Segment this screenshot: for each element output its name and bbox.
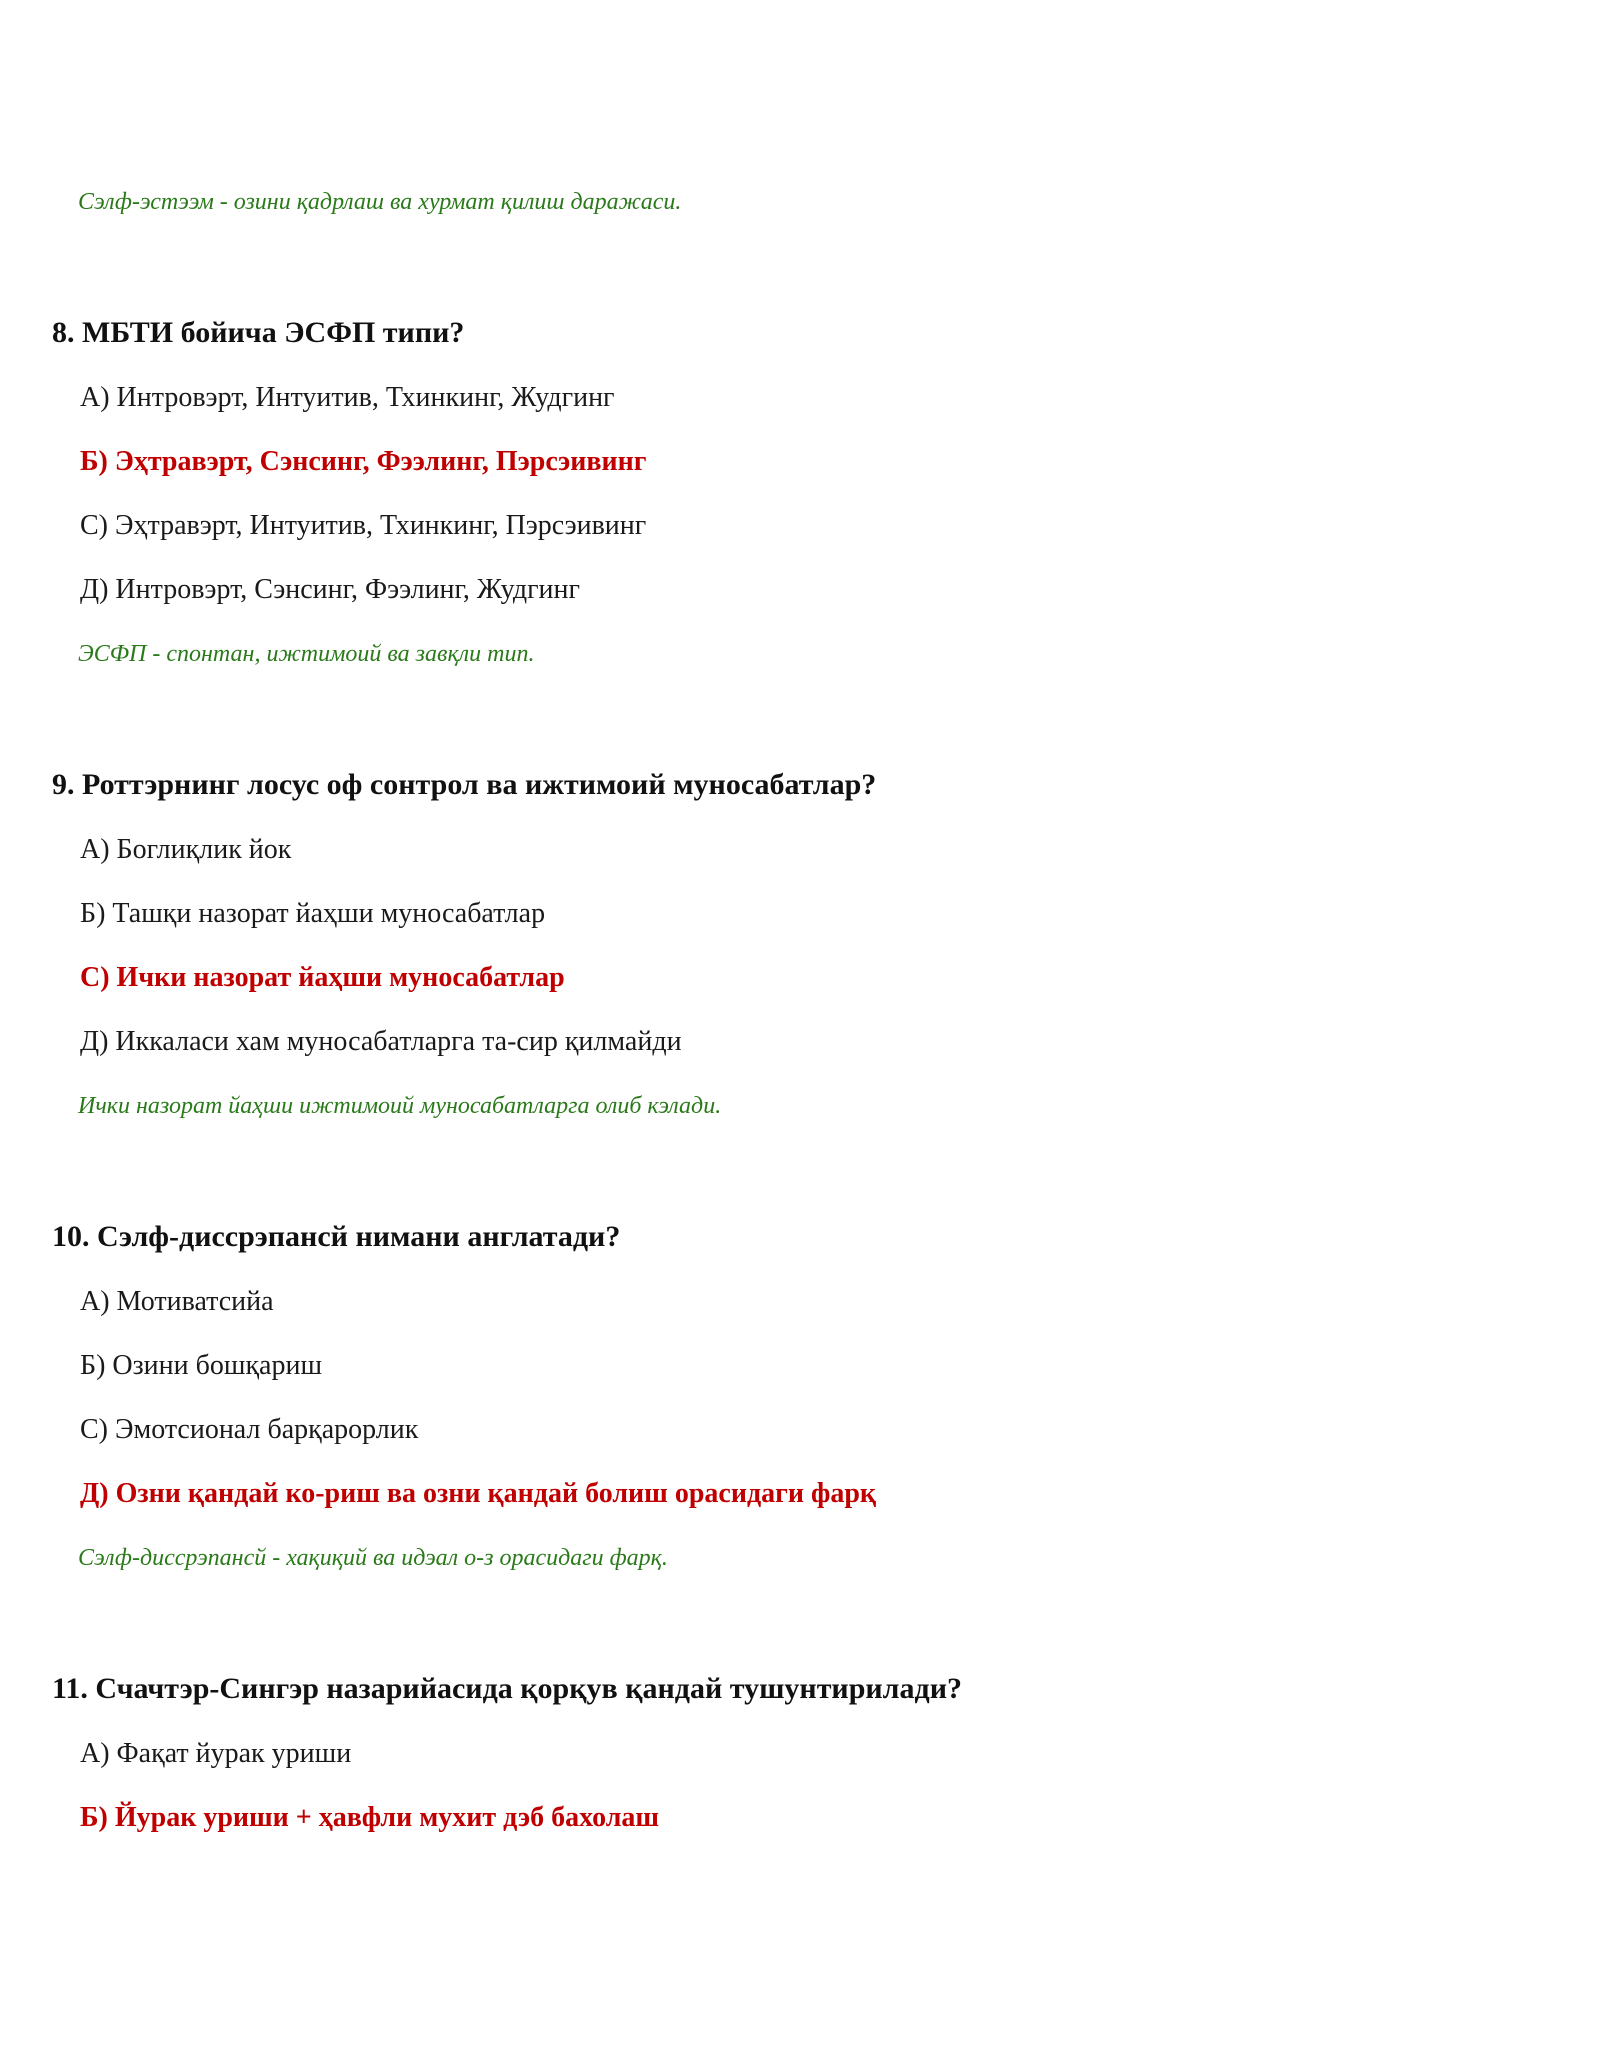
option-a: А) Интровэрт, Интуитив, Тхинкинг, Жудгинг: [80, 382, 615, 413]
option-b-correct: Б) Йурак уриши + ҳавфли мухит дэб бахолаш: [80, 1802, 660, 1833]
option-b: Б) Ташқи назорат йаҳши муносабатлар: [80, 898, 546, 929]
option-d: Д) Интровэрт, Сэнсинг, Фээлинг, Жудгинг: [80, 574, 581, 605]
intro-note: Сэлф-эстээм - озини қадрлаш ва хурмат қилиш даражаси.: [78, 189, 682, 215]
option-c-correct: С) Ички назорат йаҳши муносабатлар: [80, 962, 565, 993]
option-c: С) Эҳтравэрт, Интуитив, Тхинкинг, Пэрсэивинг: [80, 510, 647, 541]
question-title: 11. Счачтэр-Сингэр назарийасида қорқув қандай тушунтирилади?: [52, 1672, 962, 1705]
option-c: С) Эмотсионал барқарорлик: [80, 1414, 419, 1445]
question-title: 8. МБТИ бойича ЭСФП типи?: [52, 316, 465, 349]
answer-note: ЭСФП - спонтан, ижтимоий ва завқли тип.: [78, 641, 535, 667]
option-b: Б) Озини бошқариш: [80, 1350, 323, 1381]
question-title: 9. Роттэрнинг лосус оф сонтрол ва ижтимоий муносабатлар?: [52, 768, 877, 801]
option-d-correct: Д) Озни қандай ко-риш ва озни қандай болиш орасидаги фарқ: [80, 1478, 877, 1509]
option-d: Д) Иккаласи хам муносабатларга та-сир қилмайди: [80, 1026, 682, 1057]
option-a: А) Боглиқлик йок: [80, 834, 292, 865]
option-a: А) Фақат йурак уриши: [80, 1738, 352, 1769]
option-a: А) Мотиватсийа: [80, 1286, 274, 1317]
answer-note: Ички назорат йаҳши ижтимоий муносабатларга олиб кэлади.: [78, 1093, 722, 1119]
option-b-correct: Б) Эҳтравэрт, Сэнсинг, Фээлинг, Пэрсэивинг: [80, 446, 647, 477]
question-title: 10. Сэлф-диссрэпансй нимани англатади?: [52, 1220, 621, 1253]
answer-note: Сэлф-диссрэпансй - хақиқий ва идэал о-з орасидаги фарқ.: [78, 1545, 668, 1571]
